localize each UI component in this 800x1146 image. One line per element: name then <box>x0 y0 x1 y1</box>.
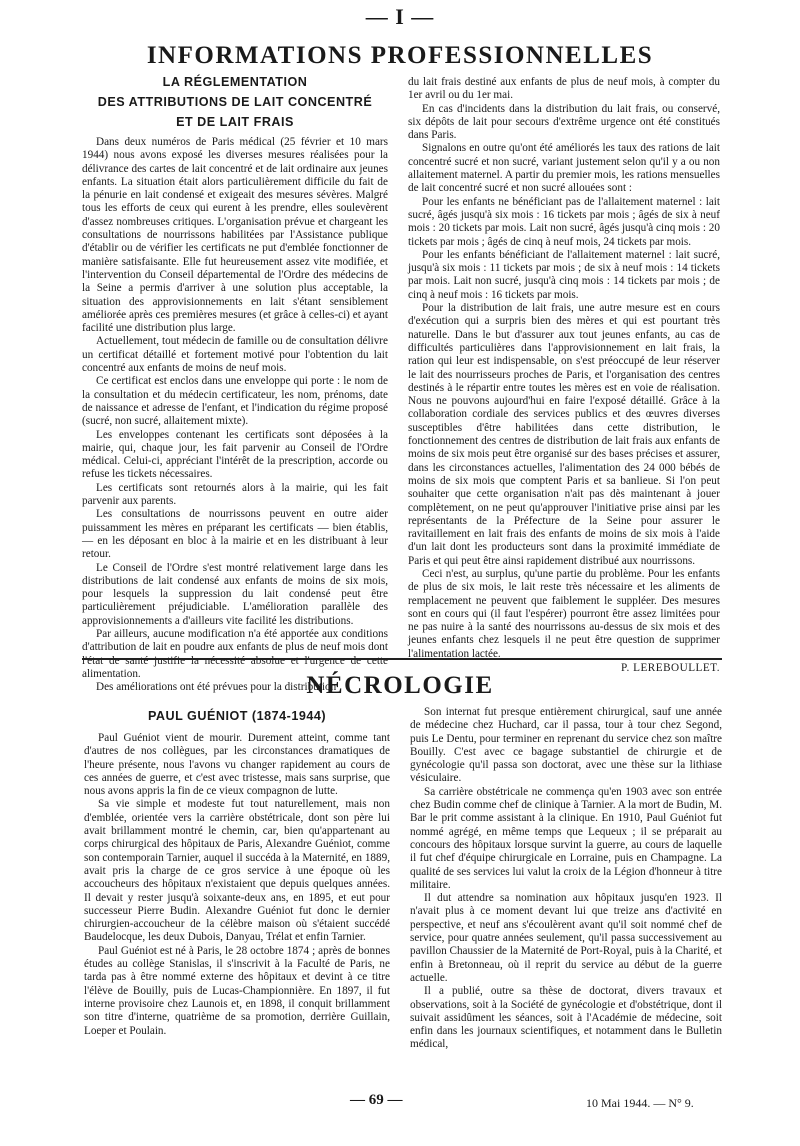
article-reglementation-left-column <box>82 72 388 694</box>
paragraph: Son internat fut presque entièrement chirurgical, sauf une année de médecine chez Huchard, car il passa, tour à tour chez Segond, puis Le Dentu, pour terminer en reprenant du service chez son maître Bouilly. C'est avec ce bagage substantiel de chirurgie et de gynécologie qu'il passa son doctorat, avec une thèse sur la lithiase vésiculaire. <box>410 706 722 785</box>
page-number: — 69 — <box>350 1092 403 1108</box>
paragraph: Paul Guéniot est né à Paris, le 28 octobre 1874 ; après de bonnes études au collège Stanislas, il s'inscrivit à la Faculté de Paris, ne tarda pas à être nommé externe des hôpitaux et devint à ce titre l'élève de Bouilly, puis de Lucas-Championnière. En 1897, il fut interne provisoire chez Launois et, en 1898, il conquit brillamment son titre d'interne, quatrième de sa promotion, derrière Guillain, Loeper et Poulain. <box>84 944 390 1037</box>
subtitle-line: LA RÉGLEMENTATION <box>162 75 308 89</box>
paragraph: Les certificats sont retournés alors à la mairie, qui les fait parvenir aux parents. <box>82 481 388 508</box>
issue-date: 10 Mai 1944. — N° 9. <box>586 1096 694 1110</box>
paragraph: En cas d'incidents dans la distribution du lait frais, ou conservé, six dépôts de lait pour secours d'extrême urgence ont été constitués dans Paris. <box>408 102 720 142</box>
paragraph: du lait frais destiné aux enfants de plus de neuf mois, à compter du 1er avril ou du 1er mai. <box>408 76 720 102</box>
article-subtitle <box>82 72 388 132</box>
section-title-informations: INFORMATIONS PROFESSIONNELLES <box>146 42 654 69</box>
paragraph: Signalons en outre qu'ont été améliorés les taux des rations de lait concentré sucré et non sucré, variant justement selon qu'il y a ou non allaitement maternel. A partir du premier mois, les rations mensuelles de lait concentré sucré et non sucré allouées sont : <box>408 142 720 195</box>
page-mark: — I — <box>365 4 435 29</box>
section-divider <box>82 658 722 660</box>
paragraph: Il a publié, outre sa thèse de doctorat, divers travaux et observations, soit à la Société de gynécologie et d'obstétrique, dont il suivait assidûment les séances, soit à l'Académie de médecine, soit enfin dans les journaux scientifiques, et notamment dans le Bulletin médical, <box>410 985 722 1051</box>
paragraph: Pour la distribution de lait frais, une autre mesure est en cours d'exécution qui a surpris bien des mères et qui est pourtant très naturelle. Dans le but d'assurer aux tout jeunes enfants, au cas de difficultés particulières dans l'approvisionnement en lait frais, la ration qui leur est indispensable, on s'est préoccupé de leur réserver le lait des nourrisseurs proches de Paris, et l'organisation des centres destinés à le répartir entre toutes les mères est en voie de réalisation. Nous ne pouvons aujourd'hui en faire l'exposé détaillé. Grâce à la collaboration cordiale des services publics et des œuvres diverses susceptibles d'être habilitées dans cette distribution, le fonctionnement des centres de distribution de lait frais aux enfants de moins de six mois peut être organisé sur des bases précises et assurer, dans les circonstances actuelles, l'alimentation des 24 000 bébés de moins de six mois que comptent Paris et sa banlieue. Si l'on peut souhaiter que cette organisation n'ait pas dès maintenant à jouer complètement, on ne peut qu'approuver l'initiative prise ainsi par les représentants de la Préfecture de la Seine pour assurer le ravitaillement en lait frais des enfants de moins de six mois à l'aide d'un lait dont les producteurs sont dans la proximité immédiate de Paris et qui peut être ainsi rapidement distribué aux nourrissons. <box>408 302 720 567</box>
paragraph: Pour les enfants bénéficiant de l'allaitement maternel : lait sucré, jusqu'à six mois : 11 tickets par mois ; de six à neuf mois : 14 tickets par mois. Lait non sucré, jusqu'à cinq mois : 14 tickets par mois ; de cinq à neuf mois : 16 tickets par mois. <box>408 248 720 301</box>
paragraph: Dans deux numéros de Paris médical (25 février et 10 mars 1944) nous avons exposé les diverses mesures réalisées pour la délivrance des cartes de lait concentré et de lait ordinaire aux jeunes enfants. La situation était alors particulièrement difficile du fait de la pénurie en lait condensé et exigeait des mesures sévères. Malgré tous les efforts de ceux qui eurent à les prendre, elles soulevèrent d'assez nombreuses critiques. L'organisation prévue et chargeant les consultations de nourrissons habilitées par l'Assistance publique d'établir ou de vérifier les certificats ne put d'emblée fonctionner de manière satisfaisante. Elle fut heureusement assez vite modifiée, et l'intervention du Conseil départemental de l'Ordre des médecins de la Seine a permis d'arriver à une solution plus acceptable, la situation des approvisionnements en lait s'étant sensiblement améliorée après ces premières mesures (et grâce à celles-ci) et ayant facilité une distribution plus large. <box>82 136 388 335</box>
paragraph: Les enveloppes contenant les certificats sont déposées à la mairie, qui, chaque jour, les fait parvenir au Conseil de l'Ordre médical. Celui-ci, appréciant l'intérêt de la prescription, accorde ou refuse les tickets nécessaires. <box>82 428 388 481</box>
subtitle-line: DES ATTRIBUTIONS DE LAIT CONCENTRÉ <box>97 95 373 109</box>
obituary-subtitle: PAUL GUÉNIOT (1874-1944) <box>147 709 327 723</box>
paragraph: Les consultations de nourrissons peuvent en outre aider puissamment les mères en préparant les certificats — bien établis, — en les déposant en bloc à la mairie et en les distribuant à leur retour. <box>82 508 388 561</box>
obituary-left-column <box>84 706 390 1038</box>
paragraph: Sa carrière obstétricale ne commença qu'en 1903 avec son entrée chez Budin comme chef de clinique à Tarnier. A la mort de Budin, M. Bar le prit comme assistant à la clinique. En 1910, Paul Guéniot fut nommé agrégé, en même temps que Lequeux ; il se préparait au concours des hôpitaux lorsque survint la guerre, au cours de laquelle il fut chef d'équipe chirurgicale en Lorraine, puis en Champagne. La qualité de ses services lui valut la croix de la Légion d'honneur à titre militaire. <box>410 785 722 891</box>
paragraph: Actuellement, tout médecin de famille ou de consultation délivre un certificat détaillé et fortement motivé pour l'obtention du lait concentré aux enfants de moins de neuf mois. <box>82 335 388 375</box>
paragraph: Par ailleurs, aucune modification n'a été apportée aux conditions d'attribution de lait en poudre aux enfants de plus de neuf mois dont l'état de santé justifie la nécessité absolue et l'urgence de cette alimentation. <box>82 627 388 680</box>
subtitle-line: ET DE LAIT FRAIS <box>176 115 294 129</box>
paragraph: Le Conseil de l'Ordre s'est montré relativement large dans les distributions de lait condensé aux enfants de moins de six mois, pour lesquels la suppression du lait condensé peut être particulièrement préjudiciable. L'amélioration parallèle des approvisionnements a d'ailleurs vite facilité les distributions. <box>82 561 388 627</box>
paragraph: Sa vie simple et modeste fut tout naturellement, mais non d'emblée, orientée vers la carrière obstétricale, dont son père lui avait brillamment montré le chemin, car, bien qu'appartenant au corps chirurgical des hôpitaux de Paris, Alexandre Guéniot, comme son contemporain Tarnier, auquel il succéda à la Maternité, en 1889, avait pris la charge de ce gros service à une époque où les accoucheurs des hôpitaux n'existaient que depuis quelques années. Il devait y rester jusqu'à soixante-deux ans, en 1895, et eut pour successeur Pierre Budin. Alexandre Guéniot fut donc le dernier chirurgien-accoucheur de la célèbre maison où s'étaient succédé Baudelocque, les deux Dubois, Danyau, Trélat et enfin Tarnier. <box>84 798 390 944</box>
paragraph: Des améliorations ont été prévues pour la distribution <box>96 681 337 694</box>
paragraph: Ceci n'est, au surplus, qu'une partie du problème. Pour les enfants de plus de six mois, le lait reste très nécessaire et les aliments de remplacement ne peuvent que faiblement le suppléer. Des mesures sont en cours qui (il faut l'espérer) pourront être assez limitées pour ne pas nuire à la santé des nourrissons au-dessus de six mois et des jeunes enfants chez lesquels il ne peut être question de supprimer l'alimentation lactée. <box>408 567 720 660</box>
paragraph: Il dut attendre sa nomination aux hôpitaux jusqu'en 1923. Il n'avait plus à ce moment devant lui que treize ans d'activité en perspective, et neuf ans s'écoulèrent avant qu'il soit nommé chef de service, pour quatre années seulement, qu'il passa successivement au pavillon Chaussier de la Maternité de Port-Royal, puis à la Charité, et enfin à Bretonneau, où il reprit du service au début de la guerre actuelle. <box>410 892 722 984</box>
author-signature: P. LEREBOULLET. <box>621 662 720 675</box>
obituary-right-column <box>410 706 722 1052</box>
section-title-necrologie: NÉCROLOGIE <box>306 672 494 699</box>
paragraph: Pour les enfants ne bénéficiant pas de l'allaitement maternel : lait sucré, âgés jusqu'à six mois : 16 tickets par mois ; âgés de six à neuf mois : 20 tickets par mois. Lait non sucré, âgés jusqu'à cinq mois : 20 tickets par mois ; âgés de cinq à neuf mois, 24 tickets par mois. <box>408 195 720 248</box>
paragraph: Ce certificat est enclos dans une enveloppe qui porte : le nom de la consultation et du médecin certificateur, les nom, prénoms, date de naissance et adresse de l'enfant, et l'indication du régime proposé (sucré, non sucré, allaitement mixte). <box>82 375 388 428</box>
article-reglementation-right-column <box>408 76 720 675</box>
paragraph: Paul Guéniot vient de mourir. Durement atteint, comme tant d'autres de nos collègues, par les circonstances dramatiques de l'heure présente, nous l'avons vu changer rapidement au cours de ces années de guerre, et c'est avec tristesse, mais sans surprise, que nous avons appris la fin de ce vieux compagnon de lutte. <box>84 732 390 798</box>
